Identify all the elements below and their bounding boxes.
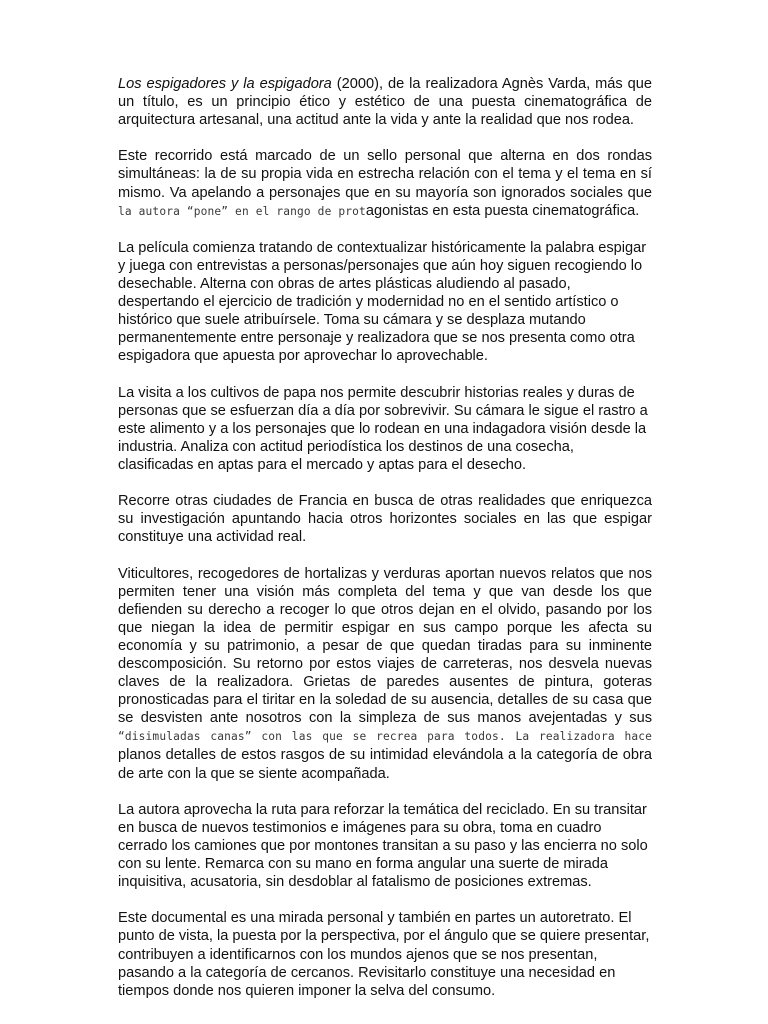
paragraph-6-text-a: Viticultores, recogedores de hortalizas y verduras aportan nuevos relatos que nos permiten tener una visión más completa del tema y que van desde los que defienden su derecho a recoger lo que otros dejan en el olvido, pasando por los que niegan la idea de permitir espigar en sus campo porque les afecta su economía y su patrimonio, a pesar de que quedan tiradas para su inminente descomposición. Su retorno por estos viajes de carreteras, nos desvela nuevas claves de la realizadora. Grietas de paredes ausentes de pintura, goteras pronosticadas para el tiritar en la soledad de su ausencia, detalles de su casa que se desvisten ante nosotros con la simpleza de sus manos avejentadas y sus	[118, 565, 652, 727]
paragraph-3: La película comienza tratando de contextualizar históricamente la palabra espigar y juega con entrevistas a personas/personajes que aún hoy siguen recogiendo lo desechable. Alterna con obras de artes plásticas aludiendo al pasado, despertando el ejercicio de tradición y modernidad no en el sentido artístico o histórico que suele atribuírsele. Toma su cámara y se desplaza mutando permanentemente entre personaje y realizadora que se nos presenta como otra espigadora que apuesta por aprovechar lo aprovechable.	[118, 239, 647, 365]
paragraph-6	[118, 565, 652, 783]
paragraph-1	[118, 75, 652, 129]
paragraph-4: La visita a los cultivos de papa nos permite descubrir historias reales y duras de personas que se esfuerzan día a día por sobrevivir. Su cámara le sigue el rastro a este alimento y a los personajes que lo rodean en una indagadora visión desde la industria. Analiza con actitud periodística los destinos de una cosecha, clasificadas en aptas para el mercado y aptas para el desecho.	[118, 384, 648, 473]
paragraph-2-text-a: Este recorrido está marcado de un sello personal que alterna en dos rondas simultáneas: la de su propia vida en estrecha relación con el tema y el tema en sí mismo. Va apelando a personajes que en su mayoría son ignorados sociales que	[118, 148, 652, 201]
paragraph-2-monospace-run: la autora “pone” en el rango de prot	[118, 204, 366, 218]
paragraph-5: Recorre otras ciudades de Francia en busca de otras realidades que enriquezca su investigación apuntando hacia otros horizontes sociales en las que espigar constituye una actividad real.	[118, 493, 652, 546]
paragraph-2	[118, 147, 652, 220]
paragraph-8: Este documental es una mirada personal y también en partes un autoretrato. El punto de vista, la puesta por la perspectiva, por el ángulo que se quiere presentar, contribuyen a identificarnos con los mundos ajenos que se nos presentan, pasando a la categoría de cercanos. Revisitarlo constituye una necesidad en tiempos donde nos quieren imponer la selva del consumo.	[118, 910, 650, 999]
paragraph-1-text: (2000), de la realizadora Agnès Varda, más que un título, es un principio ético y estético de una puesta cinematográfica de arquitectura artesanal, una actitud ante la vida y ante la realidad que nos rodea.	[118, 76, 652, 129]
film-title: Los espigadores y la espigadora	[118, 76, 332, 92]
paragraph-2-text-b: agonistas en esta puesta cinematográfica.	[365, 202, 640, 219]
paragraph-6-monospace-run: “disimuladas canas” con las que se recrea para todos. La realizadora hace	[118, 730, 652, 744]
paragraph-7: La autora aprovecha la ruta para reforzar la temática del reciclado. En su transitar en busca de nuevos testimonios e imágenes para su obra, toma en cuadro cerrado los camiones que por montones transitan a su paso y las encierra no solo con su lente. Remarca con su mano en forma angular una suerte de mirada inquisitiva, acusatoria, sin desdoblar al fatalismo de posiciones extremas.	[118, 801, 648, 891]
document-body	[118, 75, 652, 1000]
paragraph-6-text-b: planos detalles de estos rasgos de su intimidad elevándola a la categoría de obra de arte con la que se siente acompañada.	[118, 747, 652, 782]
